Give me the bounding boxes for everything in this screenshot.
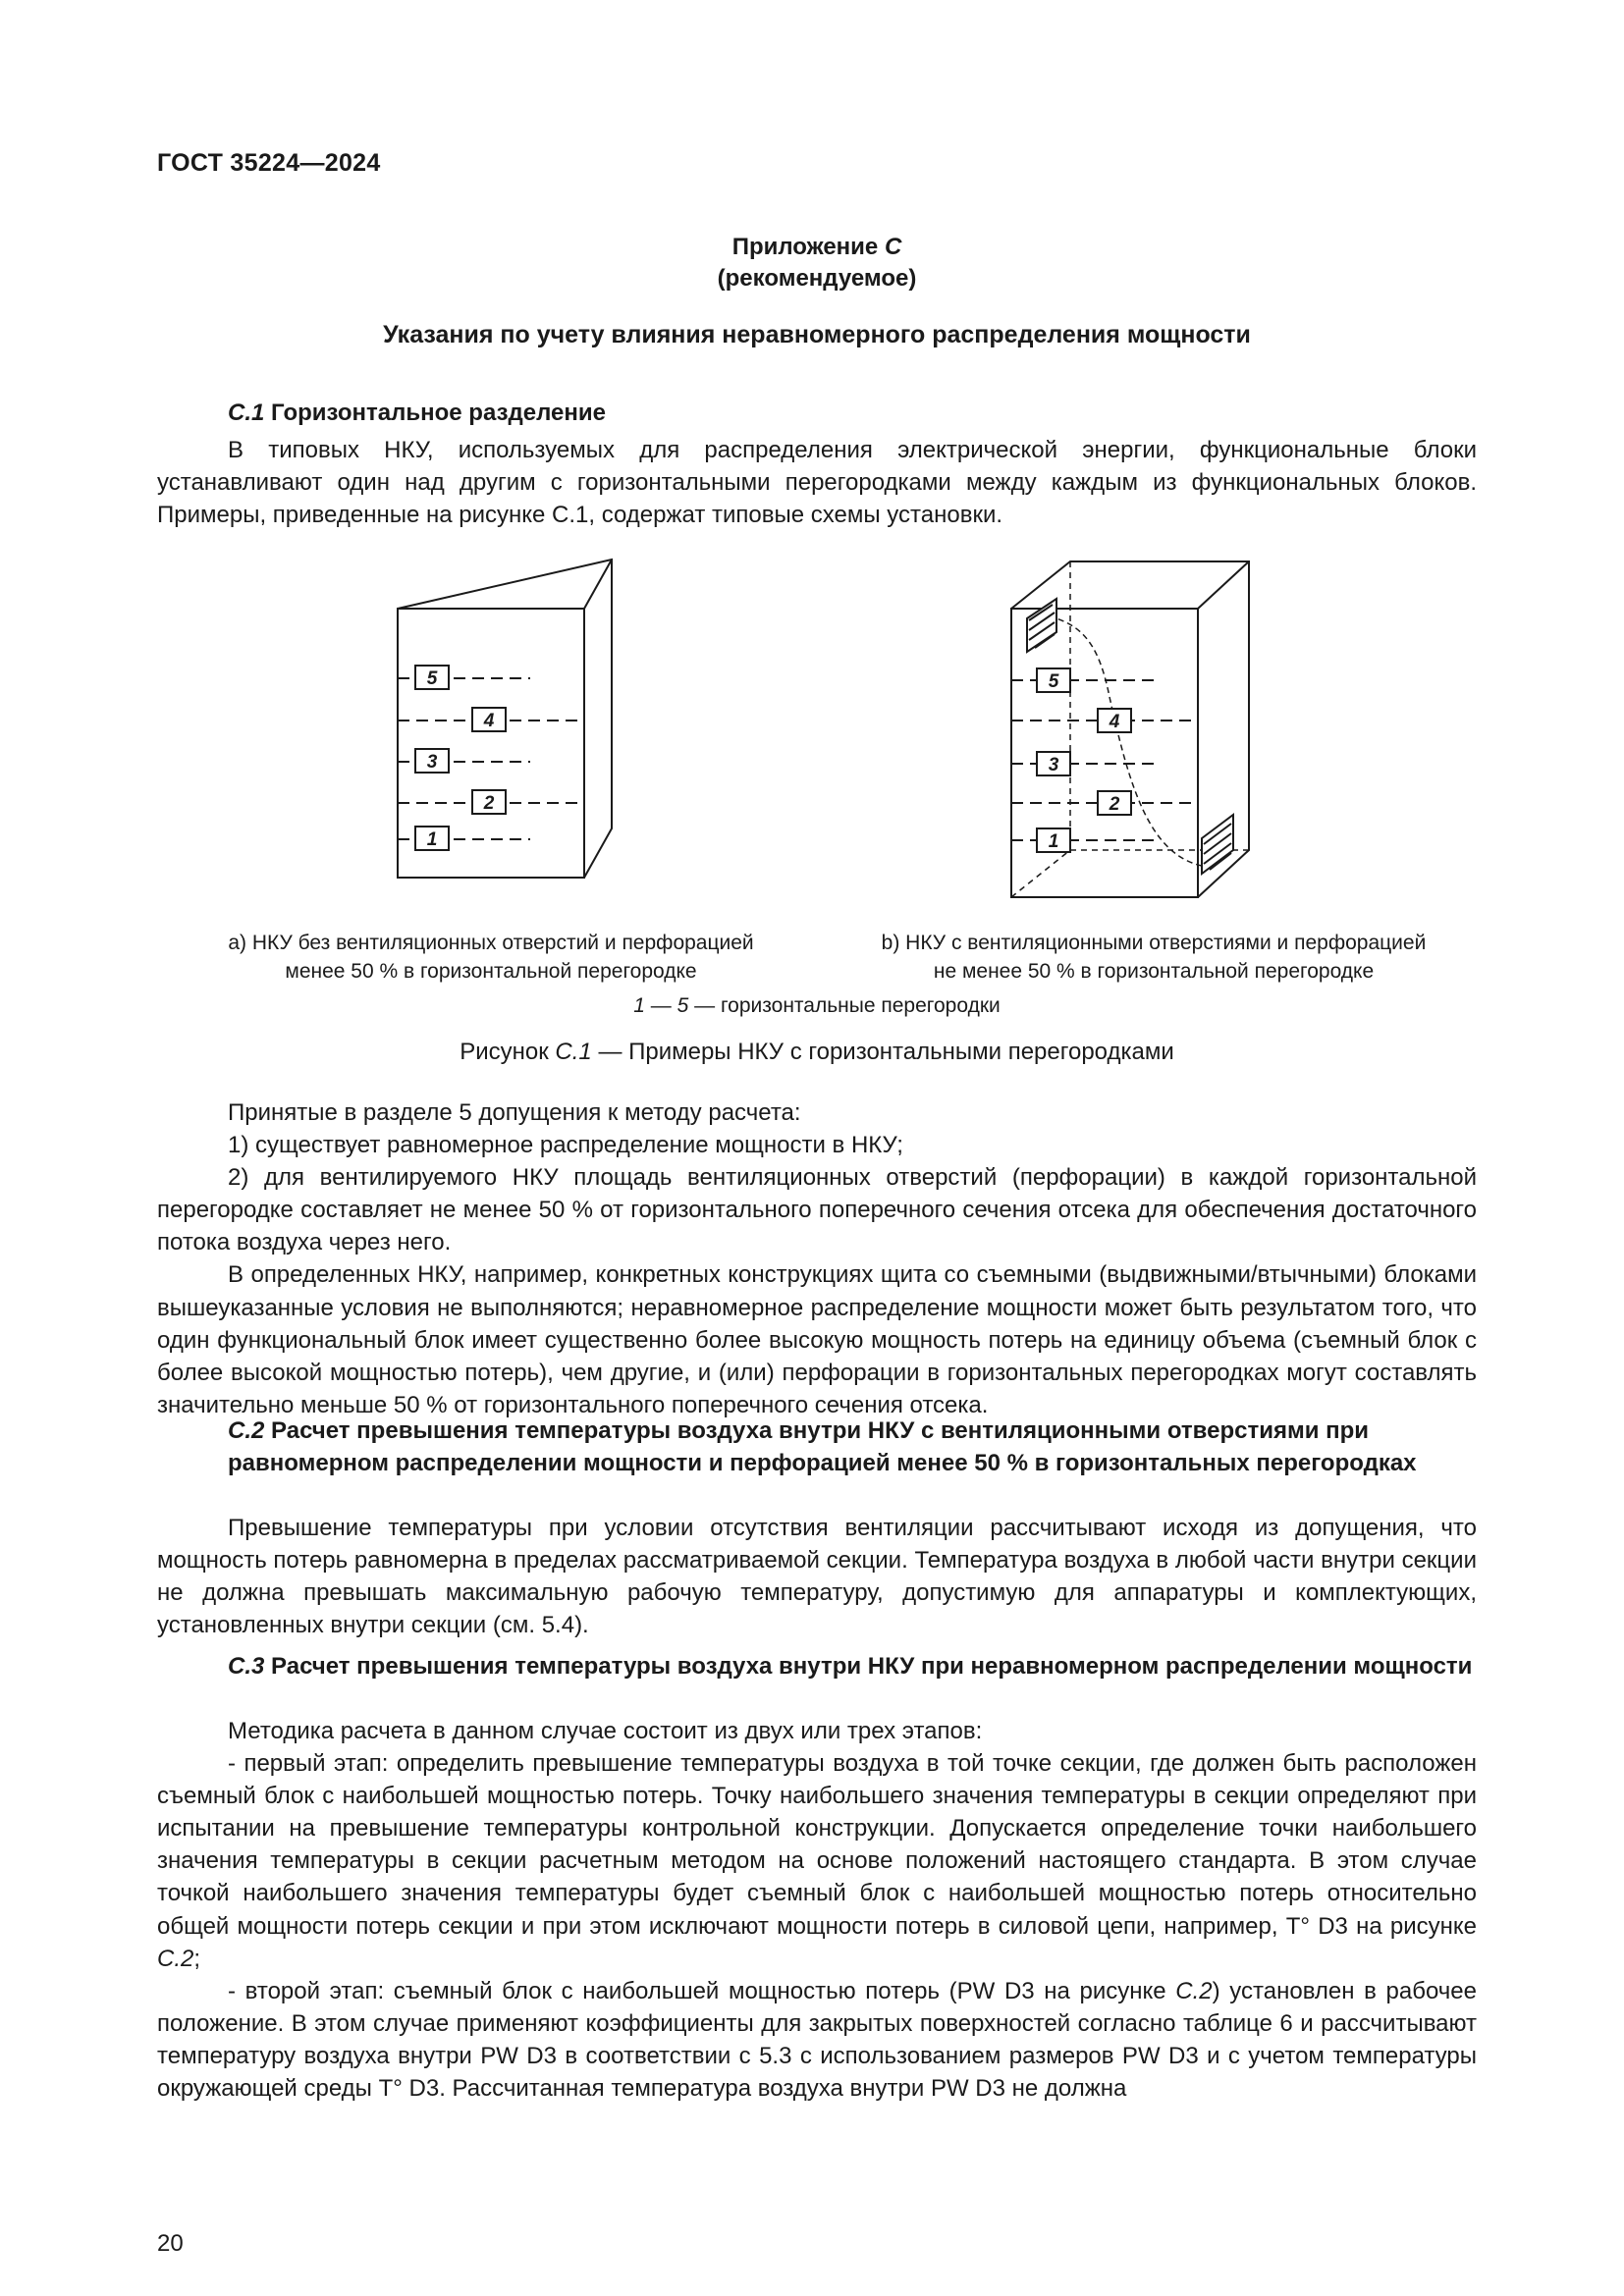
- section-c1-heading: [228, 397, 1475, 429]
- partition-label-1-b: 1: [1048, 831, 1059, 852]
- paragraph: В типовых НКУ, используемых для распределения электрической энергии, функциональные блоки устанавливают один над другим с горизонтальными перегородками между каждым из функциональных блоков. Примеры, приведенные на рисунке С.1, содержат типовые схемы установки.: [157, 437, 1477, 529]
- paragraph: Принятые в разделе 5 допущения к методу расчета:: [228, 1099, 801, 1126]
- paragraph: Превышение температуры при условии отсутствия вентиляции рассчитывают исходя из допущения, что мощность потерь равномерна в пределах рассматриваемой секции. Температура воздуха в любой части внутри секции не должна превышать максимальную рабочую температуру, допустимую для аппаратуры и комплектующих, установленных внутри секции (см. 5.4).: [157, 1515, 1477, 1639]
- section-c2-title: Расчет превышения температуры воздуха внутри НКУ с вентиляционными отверстиями при равномерном распределении мощности и перфорацией менее 50 % в горизонтальных перегородках: [228, 1417, 1417, 1476]
- figure-caption: Рисунок C.1 — Примеры НКУ с горизонтальными перегородками: [460, 1039, 1174, 1065]
- section-c3-number: C.3: [228, 1653, 265, 1680]
- paragraph: 2) для вентилируемого НКУ площадь вентиляционных отверстий (перфорации) в каждой горизонтальной перегородке составляет не менее 50 % от горизонтального поперечного сечения отсека для обеспечения достаточного потока воздуха через него.: [157, 1164, 1477, 1256]
- paragraph: - второй этап: съемный блок с наибольшей мощностью потерь (PW D3 на рисунке C.2) установлен в рабочее положение. В этом случае применяют коэффициенты для закрытых поверхностей согласно таблице 6 и рассчитывают температуру воздуха внутри PW D3 в соответствии с 5.3 с использованием размеров PW D3 и с учетом температуры окружающей среды T° D3. Рассчитанная температура воздуха внутри PW D3 не должна: [157, 1977, 1477, 2103]
- figure-legend: 1 — 5 — горизонтальные перегородки: [633, 994, 1001, 1017]
- figure-a-caption: а) НКУ без вентиляционных отверстий и перфорацией менее 50 % в горизонтальной перегородке: [228, 932, 754, 983]
- partition-label-4-b: 4: [1109, 712, 1120, 732]
- section-c2-number: C.2: [228, 1417, 265, 1444]
- figure-b-caption: b) НКУ с вентиляционными отверстиями и перфорацией не менее 50 % в горизонтальной перегородке: [881, 932, 1427, 983]
- section-c3-title: Расчет превышения температуры воздуха внутри НКУ при неравномерном распределении мощности: [271, 1653, 1473, 1680]
- page-number: 20: [157, 2230, 184, 2257]
- partition-label-5: 5: [426, 668, 438, 689]
- partition-label-3-b: 3: [1048, 755, 1059, 775]
- figure-b-cabinet-diagram: [992, 550, 1267, 923]
- appendix-heading: [157, 232, 1477, 294]
- section-c2-heading: [228, 1415, 1475, 1479]
- paragraph: Методика расчета в данном случае состоит из двух или трех этапов:: [228, 1718, 983, 1744]
- paragraph: В определенных НКУ, например, конкретных конструкциях щита со съемными (выдвижными/втычными) блоками вышеуказанные условия не выполняются; неравномерное распределение мощности может быть результатом того, что один функциональный блок имеет существенно более высокую мощность потерь на единицу объема (съемный блок с более высокой мощностью потерь), чем другие, и (или) перфорации в горизонтальных перегородках могут составлять значительно меньше 50 % от горизонтального поперечного сечения отсека.: [157, 1261, 1477, 1418]
- section-c1-body: [157, 1096, 1477, 1421]
- appendix-letter: C: [884, 234, 902, 260]
- document-title: Указания по учету влияния неравномерного распределения мощности: [383, 321, 1251, 348]
- partition-label-4: 4: [483, 711, 495, 731]
- section-c3-heading: [228, 1650, 1475, 1682]
- partition-label-2: 2: [483, 793, 495, 814]
- section-c2-body: [157, 1512, 1477, 1641]
- appendix-status: (рекомендуемое): [717, 265, 917, 292]
- appendix-label: Приложение: [731, 234, 879, 260]
- partition-label-1: 1: [426, 829, 438, 850]
- partition-label-2-b: 2: [1109, 794, 1120, 815]
- partition-label-5-b: 5: [1048, 671, 1059, 692]
- paragraph: - первый этап: определить превышение температуры воздуха в той точке секции, где должен быть расположен съемный блок с наибольшей мощностью потерь. Точку наибольшего значения температуры в секции определяют при испытании на превышение температуры контрольной конструкции. Допускается определение точки наибольшего значения температуры в секции расчетным методом на основе положений настоящего стандарта. В этом случае точкой наибольшего значения температуры будет съемный блок с наибольшей мощностью потерь относительно общей мощности потерь секции и при этом исключают мощности потерь в силовой цепи, например, T° D3 на рисунке C.2;: [157, 1750, 1477, 1972]
- section-c3-body: [157, 1715, 1477, 2105]
- figure-a-cabinet-diagram: [373, 550, 638, 893]
- partition-label-3: 3: [426, 752, 438, 773]
- section-c1-number: C.1: [228, 400, 265, 426]
- section-c1-title: Горизонтальное разделение: [271, 400, 606, 426]
- section-c1-intro: [157, 434, 1477, 531]
- document-header: ГОСТ 35224—2024: [157, 149, 381, 177]
- paragraph: 1) существует равномерное распределение мощности в НКУ;: [228, 1132, 903, 1159]
